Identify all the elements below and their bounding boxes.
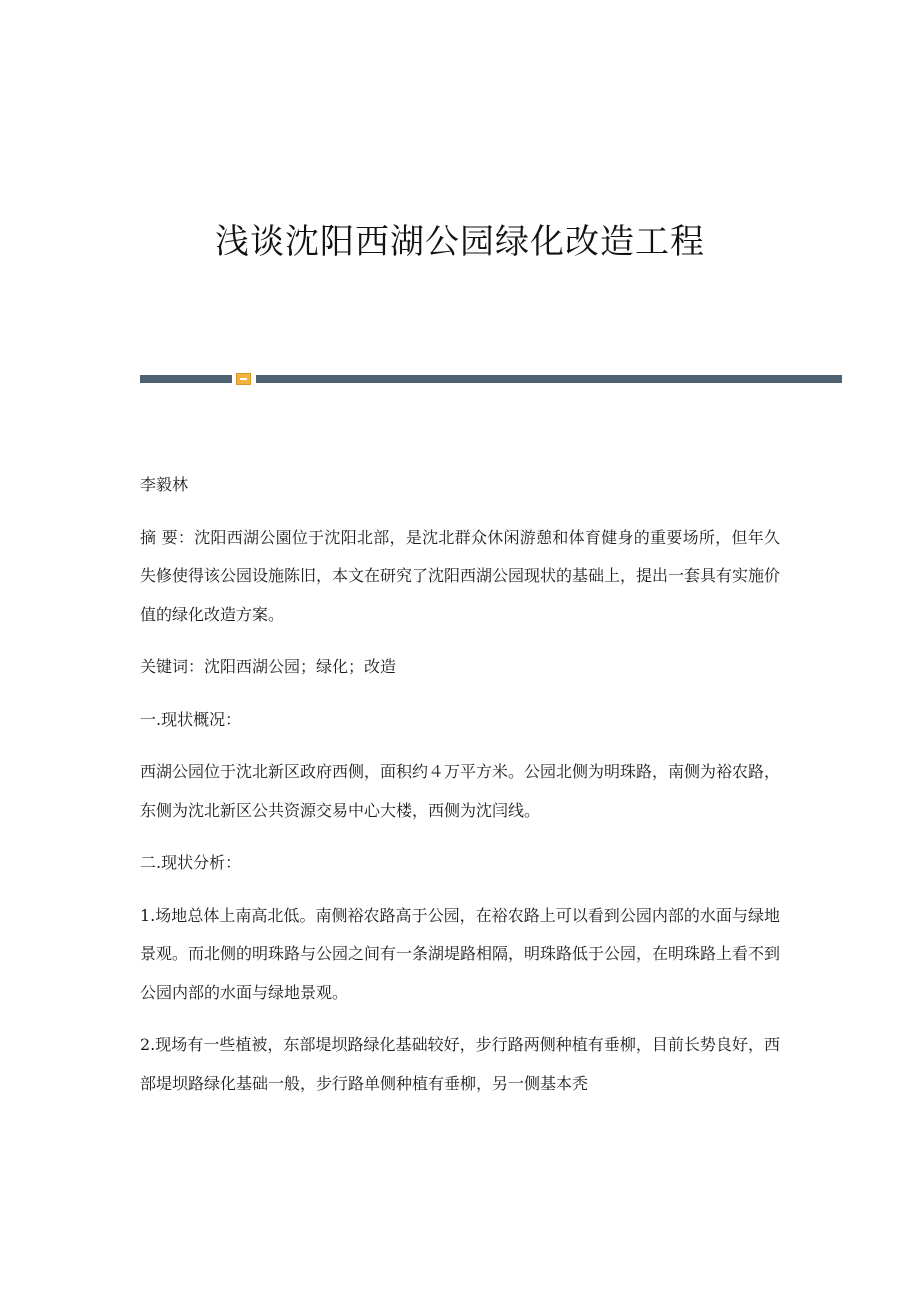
body-paragraph: 1.场地总体上南高北低。南侧裕农路高于公园，在裕农路上可以看到公园内部的水面与绿地景观。而北侧的明珠路与公园之间有一条湖堤路相隔，明珠路低于公园，在明珠路上看不到公园内部的水面与绿地景观。 — [140, 905, 781, 1002]
divider-bar-left — [140, 375, 232, 383]
keywords-label: 关键词： — [140, 657, 205, 676]
divider-bar-right — [256, 375, 842, 383]
body-paragraph: 西湖公园位于沈北新区政府西侧，面积约４万平方米。公园北侧为明珠路，南侧为裕农路，东侧为沈北新区公共资源交易中心大楼，西侧为沈闫线。 — [140, 762, 781, 820]
author-name: 李毅林 — [140, 475, 189, 494]
abstract-text: 沈阳西湖公園位于沈阳北部，是沈北群众休闲游憩和体育健身的重要场所，但年久失修使得该公园设施陈旧，本文在研究了沈阳西湖公园现状的基础上，提出一套具有实施价值的绿化改造方案。 — [140, 527, 781, 624]
document-body — [140, 466, 780, 1117]
divider-emblem-icon — [236, 373, 251, 385]
title-divider — [140, 375, 842, 384]
body-paragraph: 2.现场有一些植被，东部堤坝路绿化基础较好，步行路两侧种植有垂柳，目前长势良好，西部堤坝路绿化基础一般，步行路单侧种植有垂柳，另一侧基本秃 — [140, 1035, 780, 1093]
abstract — [140, 519, 780, 635]
abstract-label: 摘 要： — [140, 527, 195, 547]
section-heading: 一.现状概况： — [140, 709, 242, 729]
keywords-text: 沈阳西湖公园；绿化；改造 — [204, 657, 397, 676]
document-title: 浅谈沈阳西湖公园绿化改造工程 — [215, 222, 705, 262]
section-heading: 二.现状分析： — [140, 853, 242, 872]
keywords — [140, 648, 780, 687]
